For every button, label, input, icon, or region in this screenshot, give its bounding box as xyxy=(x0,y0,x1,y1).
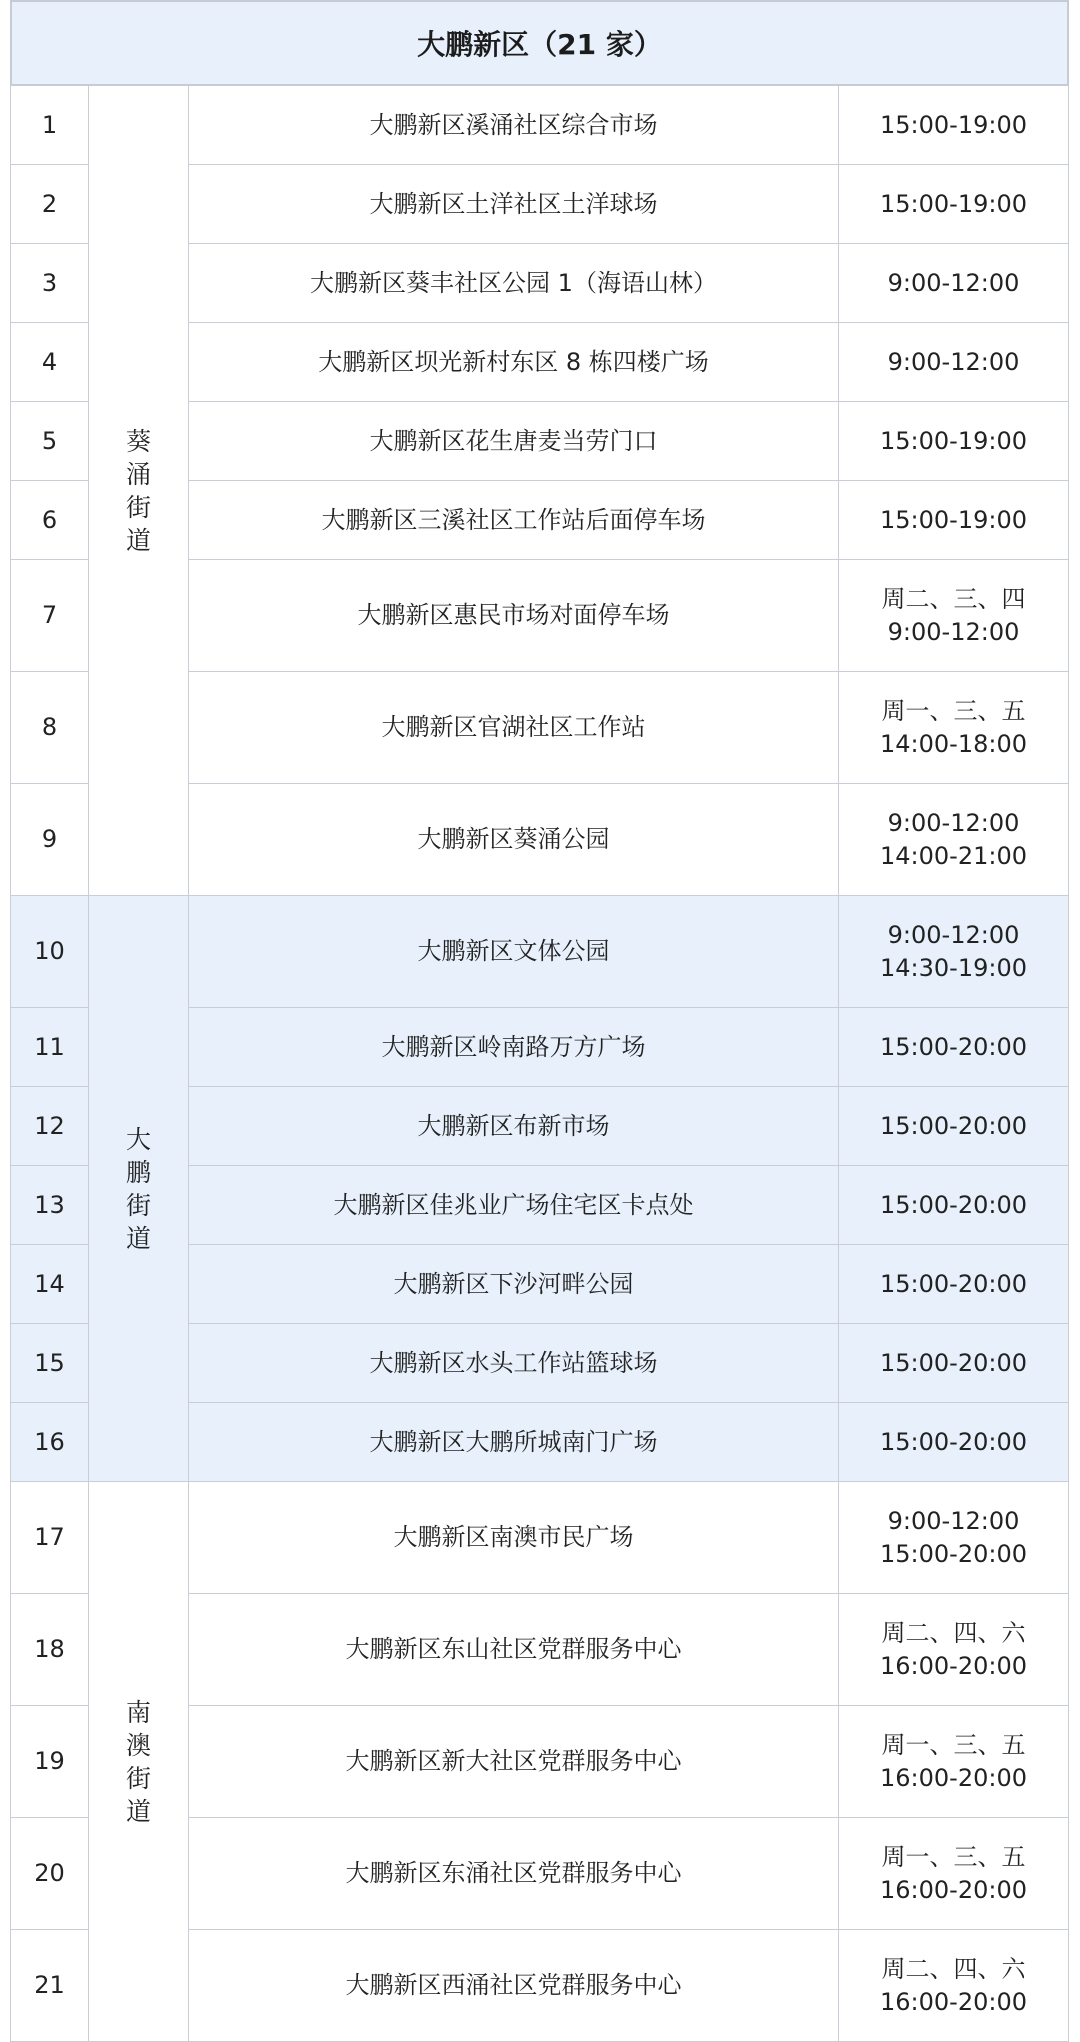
row-index: 4 xyxy=(10,323,89,402)
time-line: 15:00-19:00 xyxy=(880,505,1027,534)
row-index: 13 xyxy=(10,1166,89,1245)
row-time xyxy=(839,672,1069,784)
time-line: 周一、三、五 xyxy=(881,1842,1026,1871)
time-line: 9:00-12:00 xyxy=(887,808,1020,837)
street-cell xyxy=(89,1482,189,2042)
row-location: 大鹏新区三溪社区工作站后面停车场 xyxy=(189,481,839,560)
street-char: 道 xyxy=(125,1796,151,1826)
table-title: 大鹏新区（21 家） xyxy=(10,0,1069,86)
street-char: 大 xyxy=(125,1124,151,1154)
row-location: 大鹏新区西涌社区党群服务中心 xyxy=(189,1930,839,2042)
time-line: 16:00-20:00 xyxy=(880,1875,1027,1904)
row-time xyxy=(839,1594,1069,1706)
row-location: 大鹏新区葵丰社区公园 1（海语山林） xyxy=(189,244,839,323)
time-line: 周二、四、六 xyxy=(881,1954,1026,1983)
row-time xyxy=(839,1930,1069,2042)
row-time xyxy=(839,402,1069,481)
row-index: 19 xyxy=(10,1706,89,1818)
row-index: 15 xyxy=(10,1324,89,1403)
row-index: 14 xyxy=(10,1245,89,1324)
row-location: 大鹏新区文体公园 xyxy=(189,896,839,1008)
row-location: 大鹏新区佳兆业广场住宅区卡点处 xyxy=(189,1166,839,1245)
time-line: 周一、三、五 xyxy=(881,696,1026,725)
row-location: 大鹏新区葵涌公园 xyxy=(189,784,839,896)
row-location: 大鹏新区下沙河畔公园 xyxy=(189,1245,839,1324)
time-line: 14:00-18:00 xyxy=(880,729,1027,758)
time-line: 9:00-12:00 xyxy=(887,347,1020,376)
time-line: 周一、三、五 xyxy=(881,1730,1026,1759)
time-line: 15:00-20:00 xyxy=(880,1269,1027,1298)
row-time xyxy=(839,1482,1069,1594)
row-index: 7 xyxy=(10,560,89,672)
time-line: 9:00-12:00 xyxy=(887,268,1020,297)
row-location: 大鹏新区惠民市场对面停车场 xyxy=(189,560,839,672)
row-time xyxy=(839,323,1069,402)
street-char: 道 xyxy=(125,1223,151,1253)
row-location: 大鹏新区南澳市民广场 xyxy=(189,1482,839,1594)
row-time xyxy=(839,1087,1069,1166)
time-line: 15:00-19:00 xyxy=(880,189,1027,218)
row-location: 大鹏新区土洋社区土洋球场 xyxy=(189,165,839,244)
row-location: 大鹏新区溪涌社区综合市场 xyxy=(189,86,839,165)
row-time xyxy=(839,1818,1069,1930)
row-location: 大鹏新区新大社区党群服务中心 xyxy=(189,1706,839,1818)
row-time xyxy=(839,896,1069,1008)
row-location: 大鹏新区布新市场 xyxy=(189,1087,839,1166)
street-char: 街 xyxy=(125,492,151,522)
street-char: 涌 xyxy=(125,459,151,489)
row-time xyxy=(839,1706,1069,1818)
row-time xyxy=(839,481,1069,560)
row-index: 1 xyxy=(10,86,89,165)
row-index: 6 xyxy=(10,481,89,560)
row-time xyxy=(839,244,1069,323)
row-index: 11 xyxy=(10,1008,89,1087)
site-table xyxy=(10,0,1069,2038)
time-line: 16:00-20:00 xyxy=(880,1651,1027,1680)
time-line: 14:30-19:00 xyxy=(880,953,1027,982)
row-time xyxy=(839,1008,1069,1087)
row-location: 大鹏新区大鹏所城南门广场 xyxy=(189,1403,839,1482)
time-line: 15:00-19:00 xyxy=(880,110,1027,139)
time-line: 15:00-20:00 xyxy=(880,1348,1027,1377)
time-line: 9:00-12:00 xyxy=(887,920,1020,949)
time-line: 15:00-19:00 xyxy=(880,426,1027,455)
row-location: 大鹏新区岭南路万方广场 xyxy=(189,1008,839,1087)
time-line: 9:00-12:00 xyxy=(887,617,1020,646)
row-location: 大鹏新区官湖社区工作站 xyxy=(189,672,839,784)
row-index: 18 xyxy=(10,1594,89,1706)
street-char: 道 xyxy=(125,525,151,555)
row-location: 大鹏新区水头工作站篮球场 xyxy=(189,1324,839,1403)
street-cell xyxy=(89,896,189,1482)
time-line: 15:00-20:00 xyxy=(880,1111,1027,1140)
row-index: 5 xyxy=(10,402,89,481)
time-line: 15:00-20:00 xyxy=(880,1190,1027,1219)
row-location: 大鹏新区坝光新村东区 8 栋四楼广场 xyxy=(189,323,839,402)
time-line: 15:00-20:00 xyxy=(880,1539,1027,1568)
street-char: 南 xyxy=(125,1697,151,1727)
row-index: 2 xyxy=(10,165,89,244)
row-time xyxy=(839,784,1069,896)
row-time xyxy=(839,1245,1069,1324)
time-line: 周二、四、六 xyxy=(881,1618,1026,1647)
row-index: 12 xyxy=(10,1087,89,1166)
row-time xyxy=(839,1324,1069,1403)
street-char: 葵 xyxy=(125,426,151,456)
row-location: 大鹏新区东涌社区党群服务中心 xyxy=(189,1818,839,1930)
time-line: 9:00-12:00 xyxy=(887,1506,1020,1535)
row-index: 20 xyxy=(10,1818,89,1930)
row-time xyxy=(839,1166,1069,1245)
row-index: 3 xyxy=(10,244,89,323)
row-location: 大鹏新区东山社区党群服务中心 xyxy=(189,1594,839,1706)
street-char: 街 xyxy=(125,1763,151,1793)
time-line: 16:00-20:00 xyxy=(880,1987,1027,2016)
row-index: 16 xyxy=(10,1403,89,1482)
time-line: 周二、三、四 xyxy=(881,584,1026,613)
row-index: 17 xyxy=(10,1482,89,1594)
row-index: 10 xyxy=(10,896,89,1008)
time-line: 15:00-20:00 xyxy=(880,1427,1027,1456)
row-time xyxy=(839,560,1069,672)
row-index: 9 xyxy=(10,784,89,896)
row-time xyxy=(839,86,1069,165)
row-location: 大鹏新区花生唐麦当劳门口 xyxy=(189,402,839,481)
row-index: 21 xyxy=(10,1930,89,2042)
time-line: 14:00-21:00 xyxy=(880,841,1027,870)
time-line: 15:00-20:00 xyxy=(880,1032,1027,1061)
street-char: 街 xyxy=(125,1190,151,1220)
street-char: 澳 xyxy=(125,1730,151,1760)
street-cell xyxy=(89,86,189,896)
row-time xyxy=(839,1403,1069,1482)
row-index: 8 xyxy=(10,672,89,784)
time-line: 16:00-20:00 xyxy=(880,1763,1027,1792)
row-time xyxy=(839,165,1069,244)
street-char: 鹏 xyxy=(125,1157,151,1187)
